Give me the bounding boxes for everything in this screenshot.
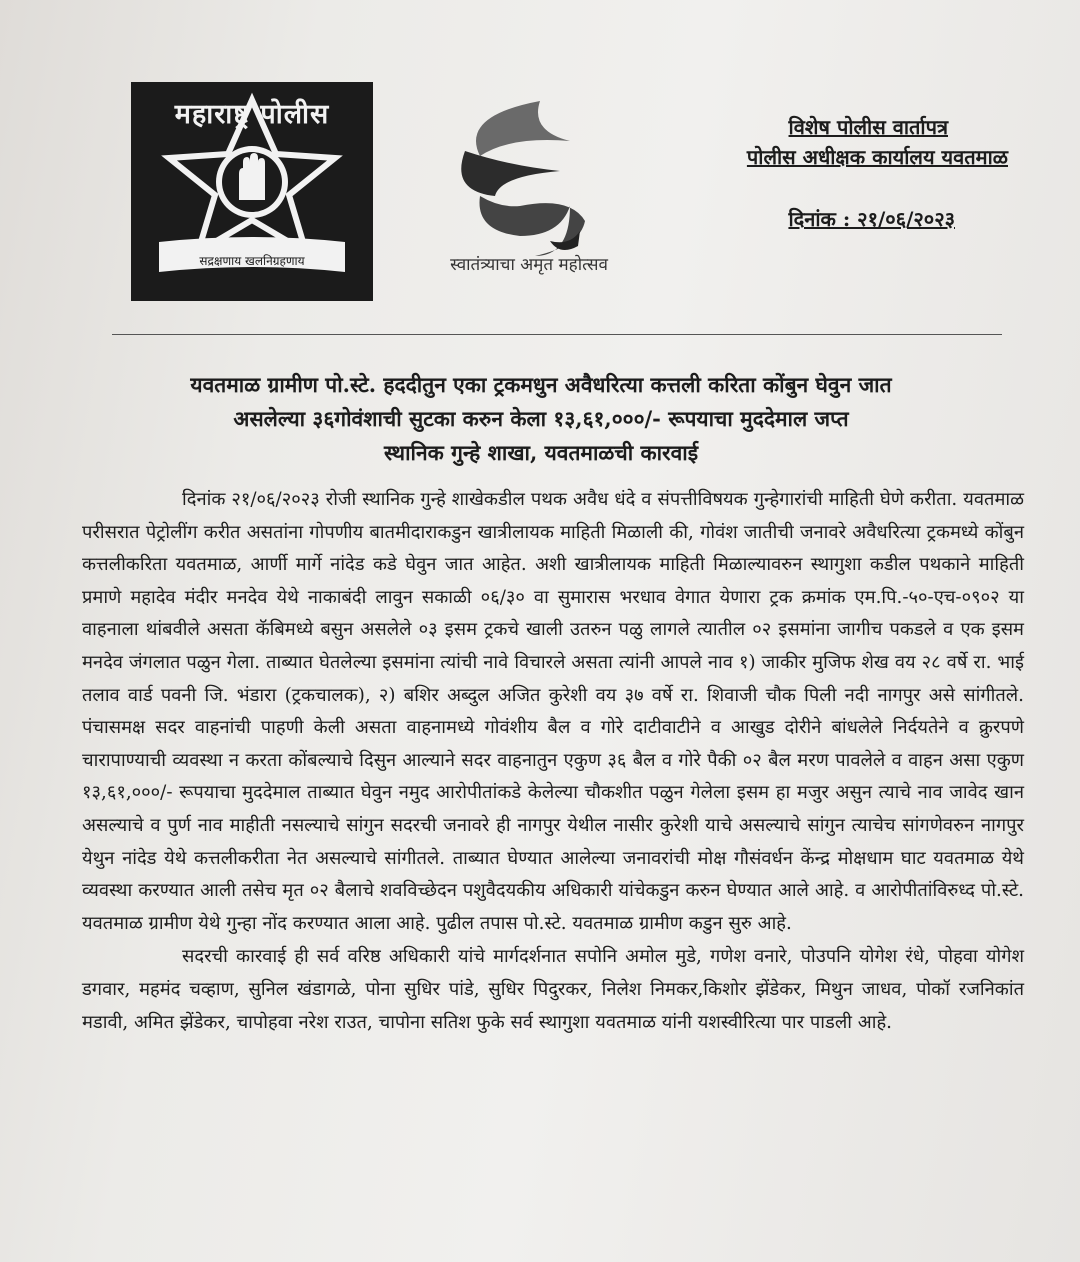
paragraph-2: सदरची कारवाई ही सर्व वरिष्ठ अधिकारी यांचे मार्गदर्शनात सपोनि अमोल मुडे, गणेश वनारे, पोउपनि योगेश रंधे, पोहवा योगेश डगवार, महमंद चव्हाण, सुनिल खंडागळे, पोना सुधिर पांडे, सुधिर पिदुरकर, निलेश निमकर,किशोर झेंडेकर, मिथुन जाधव, पोकॉ रजनिकांत मडावी, अमित झेंडेकर, चापोहवा नरेश राउत, चापोना सतिश फुके सर्व स्थागुशा यवतमाळ यांनी यशस्वीरित्या पार पाडली आहे. xyxy=(82,946,1024,1033)
headline xyxy=(60,368,1022,470)
amrit-caption: स्वातंत्र्याचा अमृत महोत्सव xyxy=(450,255,608,275)
paragraph-1: दिनांक २१/०६/२०२३ रोजी स्थानिक गुन्हे शाखेकडील पथक अवैध धंदे व संपत्तीविषयक गुन्हेगारांची माहिती घेणे करीता. यवतमाळ परीसरात पेट्रोलींग करीत असतांना गोपणीय बातमीदाराकडुन खात्रीलायक माहिती मिळाली की, गोवंश जातीची जनावरे अवैधरित्या ट्रकमध्ये कोंबुन कत्तलीकरिता यवतमाळ, आर्णी मार्गे नांदेड कडे घेवुन जात आहेत. अशी खात्रीलायक माहिती मिळाल्यावरुन स्थागुशा कडील पथकाने माहिती प्रमाणे महादेव मंदीर मनदेव येथे नाकाबंदी लावुन सकाळी ०६/३० वा सुमारास भरधाव वेगात येणारा ट्रक क्रमांक एम.पि.-५०-एच-०९०२ या वाहनाला थांबवीले असता कॅबिमध्ये बसुन असलेले ०३ इसम ट्रकचे खाली उतरुन पळु लागले त्यातील ०२ इसमांना जागीच पकडले व एक इसम मनदेव जंगलात पळुन गेला. ताब्यात घेतलेल्या इसमांना त्यांची नावे विचारले असता त्यांनी आपले नाव १) जाकीर मुजिफ शेख वय २८ वर्षे रा. भाई तलाव वार्ड पवनी जि. भंडारा (ट्रकचालक), २) बशिर अब्दुल अजित कुरेशी वय ३७ वर्षे रा. शिवाजी चौक पिली नदी नागपुर असे सांगीतले. पंचासमक्ष सदर वाहनांची पाहणी केली असता वाहनामध्ये गोवंशीय बैल व गोरे दाटीवाटीने व आखुड दोरीने बांधलेले निर्दयतेने व क्रुरपणे चारापाण्याची व्यवस्था न करता कोंबल्याचे दिसुन आल्याने सदर वाहनातुन एकुण ३६ बैल व गोरे पैकी ०२ बैल मरण पावलेले व वाहन असा एकुण १३,६१,०००/- रूपयाचा मुददेमाल ताब्यात घेवुन नमुद आरोपीतांकडे केलेल्या चौकशीत पळुन गेलेला इसम हा मजुर असुन त्याचे नाव जावेद खान असल्याचे व पुर्ण नाव माहीती नसल्याचे सांगुन सदरची जनावरे ही नागपुर येथील नासीर कुरेशी याचे असल्याचे सांगुन त्याचेच सांगणेवरुन नागपुर येथुन नांदेड येथे कत्तलीकरीता नेत असल्याचे सांगीतले. ताब्यात घेण्यात आलेल्या जनावरांची मोक्ष गौसंवर्धन केंन्द्र मोक्षधाम घाट यवतमाळ येथे व्यवस्था करण्यात आली तसेच मृत ०२ बैलाचे शवविच्छेदन पशुवैदयकीय अधिकारी यांचेकडुन करुन घेण्यात आले आहे. व आरोपीतांविरुध्द पो.स्टे. यवतमाळ ग्रामीण येथे गुन्हा नोंद करण्यात आला आहे. पुढील तपास पो.स्टे. यवतमाळ ग्रामीण कडुन सुरु आहे. xyxy=(82,489,1024,934)
emblem-top-text: महाराष्ट्र पोलीस xyxy=(174,99,330,130)
emblem-motto: सद्रक्षणाय खलनिग्रहणाय xyxy=(199,254,305,268)
headline-line-2: असलेल्या ३६गोवंशाची सुटका करुन केला १३,६१,०००/- रूपयाचा मुददेमाल जप्त xyxy=(233,406,849,431)
divider xyxy=(112,334,1002,335)
header-line-1: विशेष पोलीस वार्तापत्र xyxy=(788,115,948,139)
body-text xyxy=(82,484,1024,1039)
maharashtra-police-emblem xyxy=(131,82,373,301)
header-line-2: पोलीस अधीक्षक कार्यालय यवतमाळ xyxy=(746,145,1008,169)
header-date: दिनांक : २१/०६/२०२३ xyxy=(788,207,955,231)
headline-line-1: यवतमाळ ग्रामीण पो.स्टे. हददीतुन एका ट्रकमधुन अवैधरित्या कत्तली करिता कोंबुन घेवुन जात xyxy=(190,372,892,397)
headline-line-3: स्थानिक गुन्हे शाखा, यवतमाळची कारवाई xyxy=(383,440,699,465)
